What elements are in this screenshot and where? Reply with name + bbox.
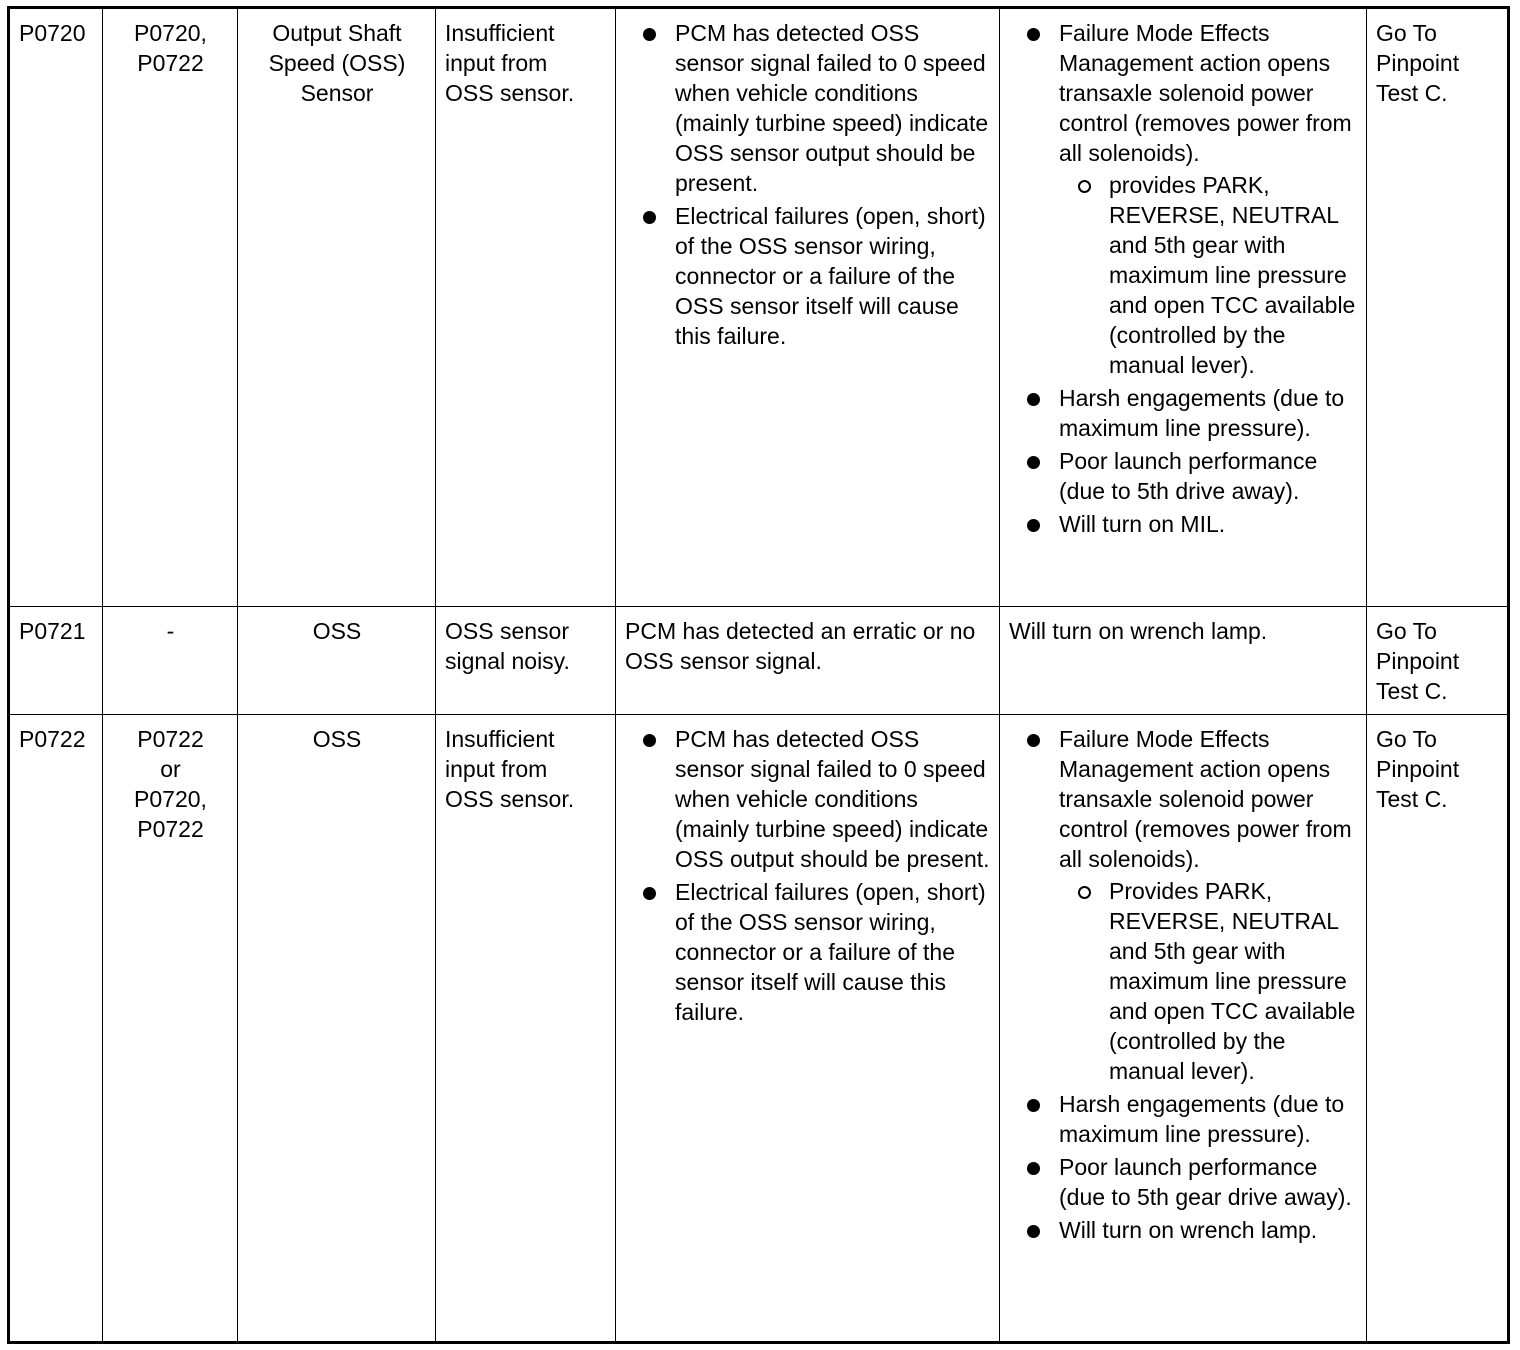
list-item: Harsh engagements (due to maximum line pressure). [1009, 383, 1358, 443]
table-row [9, 715, 1509, 1343]
list-item: Will turn on MIL. [1009, 509, 1358, 539]
condition-cell: Insufficient input from OSS sensor. [436, 715, 616, 1343]
description-cell [616, 715, 1000, 1343]
sub-list-item: Provides PARK, REVERSE, NEUTRAL and 5th gear with maximum line pressure and open TCC available (controlled by the manual lever). [1059, 876, 1358, 1086]
sub-list [1059, 876, 1358, 1086]
sub-list-item: provides PARK, REVERSE, NEUTRAL and 5th gear with maximum line pressure and open TCC available (controlled by the manual lever). [1059, 170, 1358, 380]
sub-list [1059, 170, 1358, 380]
description-cell [616, 8, 1000, 607]
list-item: Failure Mode Effects Management action opens transaxle solenoid power control (removes power from all solenoids). provides PARK, REVERSE, NEUTRAL and 5th gear with maximum line pressure and open TCC available (controlled by the manual lever). [1009, 18, 1358, 380]
dtc-code-cell: P0722 [9, 715, 103, 1343]
dtc-table [7, 6, 1510, 1344]
description-list [625, 18, 991, 351]
list-item: Failure Mode Effects Management action opens transaxle solenoid power control (removes power from all solenoids). Provides PARK, REVERSE, NEUTRAL and 5th gear with maximum line pressure and open TCC available (controlled by the manual lever). [1009, 724, 1358, 1086]
component-cell: OSS [238, 607, 436, 715]
condition-cell: Insufficient input from OSS sensor. [436, 8, 616, 607]
component-cell: OSS [238, 715, 436, 1343]
symptoms-list [1009, 724, 1358, 1245]
dtc-code-cell: P0720 [9, 8, 103, 607]
table-row [9, 8, 1509, 607]
related-dtc-cell: - [103, 607, 238, 715]
description-cell: PCM has detected an erratic or no OSS sensor signal. [616, 607, 1000, 715]
list-item: Electrical failures (open, short) of the OSS sensor wiring, connector or a failure of the sensor itself will cause this failure. [625, 877, 991, 1027]
related-dtc-cell: P0720, P0722 [103, 8, 238, 607]
table-row [9, 607, 1509, 715]
action-cell: Go To Pinpoint Test C. [1367, 715, 1509, 1343]
component-cell: Output Shaft Speed (OSS) Sensor [238, 8, 436, 607]
symptoms-list [1009, 18, 1358, 539]
condition-cell: OSS sensor signal noisy. [436, 607, 616, 715]
list-item: PCM has detected OSS sensor signal failed to 0 speed when vehicle conditions (mainly turbine speed) indicate OSS sensor output should be present. [625, 18, 991, 198]
list-item: PCM has detected OSS sensor signal failed to 0 speed when vehicle conditions (mainly turbine speed) indicate OSS output should be present. [625, 724, 991, 874]
dtc-code-cell: P0721 [9, 607, 103, 715]
list-item: Harsh engagements (due to maximum line pressure). [1009, 1089, 1358, 1149]
list-item: Poor launch performance (due to 5th gear drive away). [1009, 1152, 1358, 1212]
symptoms-cell: Will turn on wrench lamp. [1000, 607, 1367, 715]
list-item: Poor launch performance (due to 5th drive away). [1009, 446, 1358, 506]
symptoms-cell [1000, 8, 1367, 607]
related-dtc-cell: P0722 or P0720, P0722 [103, 715, 238, 1343]
list-item: Will turn on wrench lamp. [1009, 1215, 1358, 1245]
list-item: Electrical failures (open, short) of the OSS sensor wiring, connector or a failure of the OSS sensor itself will cause this failure. [625, 201, 991, 351]
description-list [625, 724, 991, 1027]
action-cell: Go To Pinpoint Test C. [1367, 607, 1509, 715]
symptoms-cell [1000, 715, 1367, 1343]
action-cell: Go To Pinpoint Test C. [1367, 8, 1509, 607]
